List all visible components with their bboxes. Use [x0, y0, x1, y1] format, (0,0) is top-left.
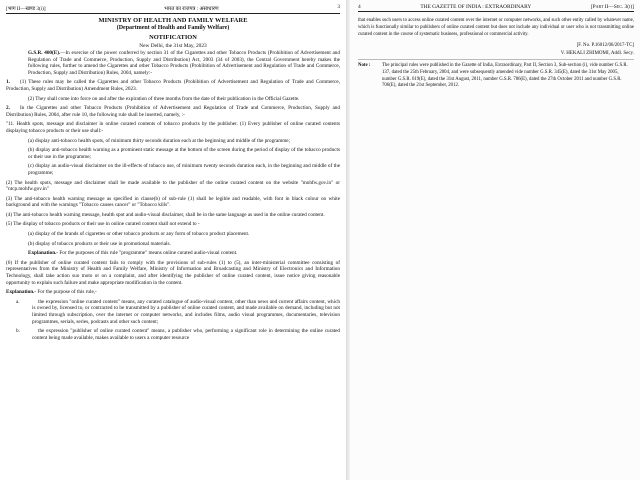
- rule-1-paragraph: [6, 79, 340, 92]
- rule-11-intro: "11. Health spots, message and disclaimer in online curated contents of tobacco products by the publisher. (1) Every publisher of online curated contents displaying tobacco products or their use shall:-: [6, 121, 340, 134]
- preamble-paragraph: [6, 50, 340, 76]
- continuation-paragraph: that enables such users to access online curated content over the internet or computer networks, and such other entity called by whatever name, which is functionally similar to publishers of online curated content but does not include any individual or user who is not transmitting online curated content in the course of systematic business, professional or commercial activity.: [358, 18, 634, 37]
- preamble-text: —In exercise of the power conferred by section 31 of the Cigarettes and other Tobacco Products (Prohibition of Advertisement and Regulation of Trade and Commerce, Production, Supply and Distribution) Act, 2003 (34 of 2003), the Central Government hereby makes the following rules, further to amend the Cigarettes and other Tobacco Products (Prohibition of Advertisement and Regulation of Trade and Commerce, Production, Supply and Distribution) Rules, 2004, namely:-: [28, 50, 340, 76]
- definition-marker: b.: [16, 328, 20, 335]
- page-header: [358, 4, 634, 12]
- rule-11-sub-4: (4) The anti-tobacco health warning message, health spot and audio-visual disclaimer, shall be in the same language as used in the online curated content.: [6, 211, 325, 218]
- gazette-page-right: [350, 0, 640, 480]
- explanation-definitions: [6, 289, 340, 296]
- note-text: The principal rules were published in the Gazette of India, Extraordinary, Part II, Section 3, Sub-section (i), vide number G.S.R. 137, dated the 25th February, 2004, and were subsequently amended vide number G.S.R. 345(E), dated the 31st May 2005, number G.S.R. 619(E), dated the 31st August, 2011, number G.S.R. 786(E), dated the 27th October 2011 and number G.S.R. 706(E), dated the 21st September, 2012.: [382, 62, 628, 89]
- notification-heading: NOTIFICATION: [149, 34, 197, 41]
- rule-11-sub-3: (3) The anti-tobacco health warning message as specified in clause(b) of sub-rule (1) shall be legible and readable, with font in black colour on white background and with the warnings "Tobacco causes cancer" or "Tobacco kills".: [6, 195, 340, 209]
- note-label: Note :: [358, 62, 371, 68]
- rule-2-text: In the Cigarettes and other Tobacco Products (Prohibition of Advertisement and Regulation of Trade and Commerce, Production, Supply and Distribution) Rules, 2004, after rule 10, the following rule shall be inserted, namely, :-: [6, 105, 340, 118]
- signatory: V. HEKALI ZHIMOMI, Addl. Secy.: [560, 50, 634, 56]
- rule-11-sub-6: (6) If the publisher of online curated content fails to comply with the provisions of sub-rules (1) to (5), an inter-ministerial committee consisting of representatives from the Ministry of Health and Family Welfare, Ministry of Information and Broadcasting and Ministry of Electronics and Information Technology, shall take action suo moto or on a complaint, and after identifying the publisher of online curated content, issue notice giving reasonable opportunity to explain such failure and make appropriate modification in the content.: [6, 259, 340, 286]
- rule-1-sub-2: (2) They shall come into force on and after the expiration of three months from the date of their publication in the Official Gazette.: [28, 95, 300, 102]
- file-number: [F. No. P.16012/06/2017-TC]: [576, 42, 634, 48]
- rule-number: 1.: [6, 79, 10, 86]
- notification-date: New Delhi, the 31st May, 2023: [139, 43, 207, 49]
- rule-11-sub-5: (5) The display of tobacco products or their use in online curated content shall not extend to -: [6, 221, 200, 228]
- rule-1-text: (1) These rules may be called the Cigarettes and other Tobacco Products (Prohibition of Advertisement and Regulation of Trade and Commerce, Production, Supply and Distribution) Amendment Rules, 2023.: [6, 79, 340, 92]
- rule-2-paragraph: [6, 105, 340, 118]
- explanation-label: Explanation.-: [6, 289, 37, 296]
- rule-11-clause-c: (c) display an audio-visual disclaimer on the ill-effects of tobacco use, of minimum twenty seconds duration each, in the beginning and middle of the programme;: [28, 163, 340, 176]
- definition-marker: a.: [16, 298, 20, 305]
- footnote: [358, 59, 634, 91]
- page-number: 4: [358, 4, 361, 10]
- department-title: (Department of Health and Family Welfare): [116, 25, 230, 31]
- rule-11-clause-a: (a) display anti-tobacco health spots, of minimum thirty seconds duration each at the beginning and middle of the programme;: [28, 137, 291, 144]
- definition-b: [6, 328, 340, 341]
- ministry-title: MINISTRY OF HEALTH AND FAMILY WELFARE: [98, 17, 248, 24]
- header-title: THE GAZETTE OF INDIA : EXTRAORDINARY: [420, 4, 532, 10]
- rule-11-sub-5-b: (b) display of tobacco products or their use in promotional materials.: [28, 240, 171, 247]
- header-part: [भाग II—खण्ड 3(i)]: [6, 6, 46, 12]
- rule-number: 2.: [6, 105, 10, 112]
- rule-11-sub-5-a: (a) display of the brands of cigarettes or other tobacco products or any form of tobacco product placement.: [28, 231, 250, 238]
- explanation-text: For the purpose of this rule,-: [37, 289, 97, 296]
- page-header: [6, 4, 340, 14]
- page-number: 3: [337, 4, 340, 10]
- rule-11-clause-b: (b) display anti-tobacco health warning as a prominent static message at the bottom of the screen during the period of display of the tobacco products or their use in the programme;: [28, 147, 340, 160]
- header-title: भारत का राजपत्र : असाधारण: [164, 6, 219, 12]
- definition-b-text: the expression "publisher of online curated content" means, a publisher who, performing a significant role in determining the online curated content being made available, makes available to users a computer resource: [32, 328, 340, 341]
- definition-a-text: the expression "online curated content" means, any curated catalogue of audio-visual content, other than news and current affairs content, which is owned by, licensed to, or contracted to be transmitted by a publisher of online curated content, and made available on demand, including but not limited through subscription, over the internet or computer networks, and includes films, audio visual programmes, documentaries, television programmes, serials, series, podcasts and other such content;: [32, 298, 340, 325]
- explanation-text: For the purposes of this rule "programme" means online curated audio-visual content.: [59, 250, 238, 257]
- header-part: [Part II—Sec. 3(i)]: [590, 4, 634, 10]
- definition-a: [6, 299, 340, 325]
- explanation-label: Explanation.-: [28, 250, 59, 257]
- explanation-programme: [6, 250, 340, 257]
- gsr-number: G.S.R. 400(E).: [28, 50, 61, 56]
- rule-11-sub-2: (2) The health spots, message and disclaimer shall be made available to the publisher of the online curated content on the website "mohfw.gov.in" or "ntcp.mohfw.gov.in": [6, 179, 340, 193]
